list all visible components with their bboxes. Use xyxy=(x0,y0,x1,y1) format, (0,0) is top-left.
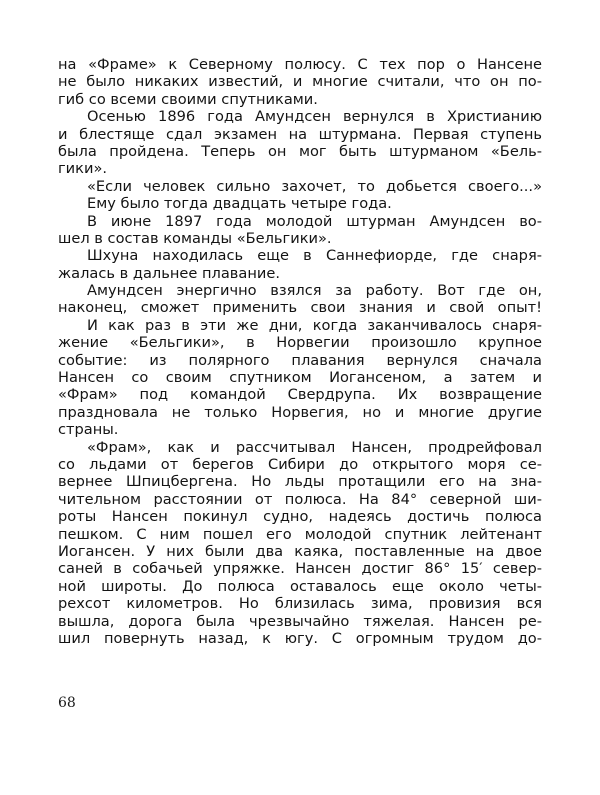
text-line: не было никаких известий, и многие считали, что он по- xyxy=(58,73,542,91)
text-line: пешком. С ним пошел его молодой спутник лейтенант xyxy=(58,525,542,543)
text-line: «Фрам» под командой Свердрупа. Их возвращение xyxy=(58,386,542,404)
text-line: Шхуна находилась еще в Саннефиорде, где снаря- xyxy=(87,247,542,265)
text-line: Амундсен энергично взялся за работу. Вот где он, xyxy=(87,282,542,300)
page-number: 68 xyxy=(58,695,76,711)
text-line: гики». xyxy=(58,160,108,178)
body-text xyxy=(58,56,542,647)
text-line: Осенью 1896 года Амундсен вернулся в Христианию xyxy=(87,108,542,126)
text-line: шил повернуть назад, к югу. С огромным трудом до- xyxy=(58,629,542,647)
text-line: наконец, сможет применить свои знания и свой опыт! xyxy=(58,299,542,317)
text-line: вернее Шпицбергена. Но льды протащили его на зна- xyxy=(58,473,542,491)
text-line: роты Нансен покинул судно, надеясь достичь полюса xyxy=(58,508,542,526)
text-line: саней в собачьей упряжке. Нансен достиг 86° 15′ север- xyxy=(58,560,542,578)
text-line: вышла, дорога была чрезвычайно тяжелая. Нансен ре- xyxy=(58,612,542,630)
text-line: ной широты. До полюса оставалось еще около четы- xyxy=(58,577,542,595)
text-line: «Если человек сильно захочет, то добьется своего...» xyxy=(87,177,542,195)
text-line: была пройдена. Теперь он мог быть штурманом «Бель- xyxy=(58,142,542,160)
text-line: страны. xyxy=(58,421,119,439)
text-line: чительном расстоянии от полюса. На 84° северной ши- xyxy=(58,490,542,508)
text-line: и блестяще сдал экзамен на штурмана. Первая ступень xyxy=(58,125,542,143)
text-line: событие: из полярного плавания вернулся сначала xyxy=(58,351,542,369)
text-line: праздновала не только Норвегия, но и многие другие xyxy=(58,403,542,421)
text-line: на «Фраме» к Северному полюсу. С тех пор о Нансене xyxy=(58,56,542,73)
text-line: Нансен со своим спутником Иогансеном, а затем и xyxy=(58,369,542,387)
text-line: И как раз в эти же дни, когда заканчивалось снаря- xyxy=(87,316,542,334)
text-line: жалась в дальнее плавание. xyxy=(58,264,280,282)
text-line: В июне 1897 года молодой штурман Амундсен во- xyxy=(87,212,542,230)
text-line: Ему было тогда двадцать четыре года. xyxy=(87,195,392,213)
text-line: рехсот километров. Но близилась зима, провизия вся xyxy=(58,595,542,613)
text-line: со льдами от берегов Сибири до открытого моря се- xyxy=(58,455,542,473)
text-line: жение «Бельгики», в Норвегии произошло крупное xyxy=(58,334,542,352)
text-line: шел в состав команды «Бельгики». xyxy=(58,229,332,247)
text-line: Иогансен. У них были два каяка, поставленные на двое xyxy=(58,542,542,560)
text-line: гиб со всеми своими спутниками. xyxy=(58,90,318,108)
text-line: «Фрам», как и рассчитывал Нансен, продрейфовал xyxy=(87,438,542,456)
